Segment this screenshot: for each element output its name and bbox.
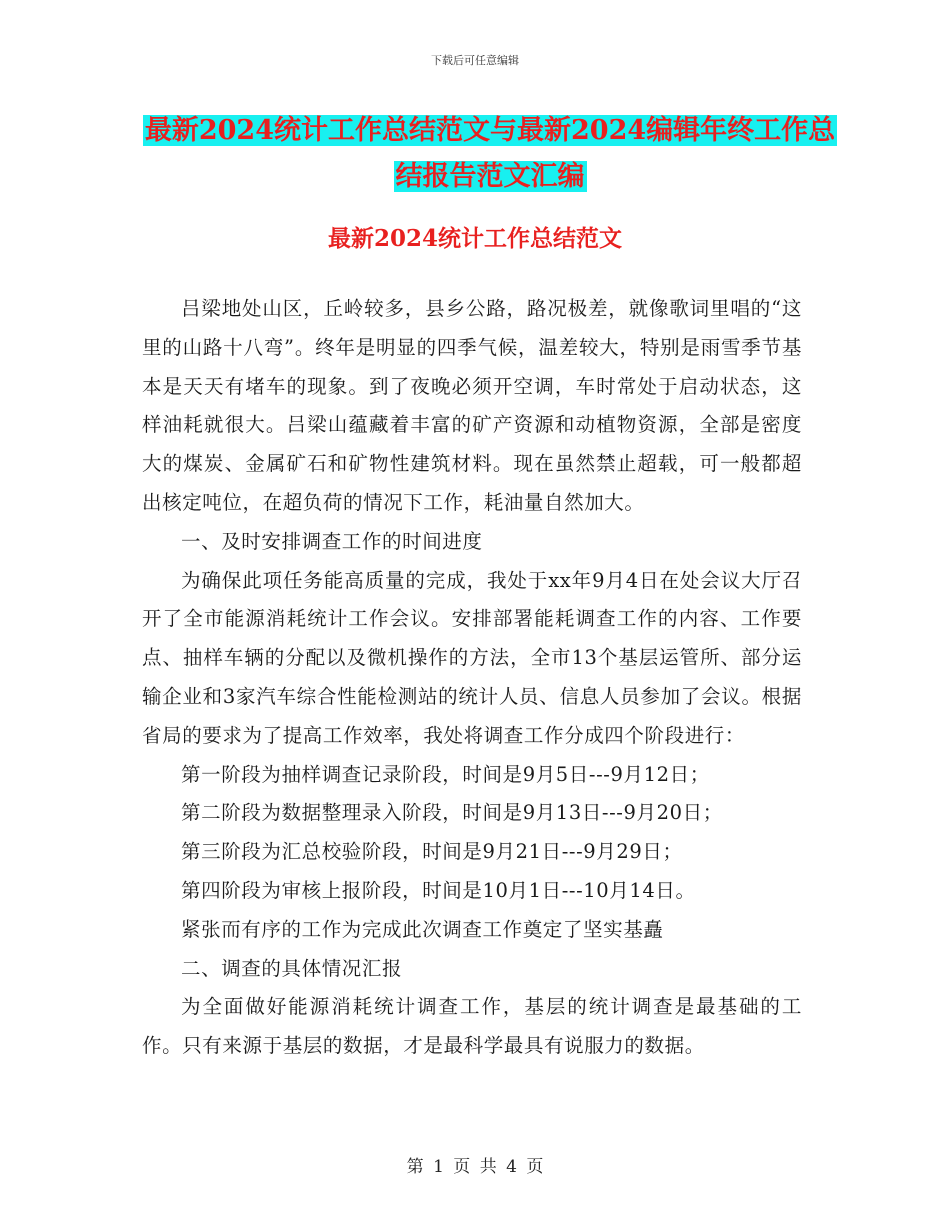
header-note: 下载后可任意编辑 — [431, 54, 519, 67]
heading-2: 二、调查的具体情况汇报 — [181, 956, 403, 980]
stage-3: 第三阶段为汇总校验阶段，时间是9月21日---9月29日； — [181, 840, 683, 864]
stage-4: 第四阶段为审核上报阶段，时间是10月1日---10月14日。 — [181, 878, 696, 902]
heading-1: 一、及时安排调查工作的时间进度 — [181, 529, 483, 553]
page-footer: 第 1 页 共 4 页 — [406, 1157, 544, 1177]
document-title-text: 最新2024统计工作总结范文与最新2024编辑年终工作总结报告范文汇编 — [144, 115, 836, 192]
stage-2: 第二阶段为数据整理录入阶段，时间是9月13日---9月20日； — [181, 801, 723, 825]
document-body — [142, 290, 802, 1066]
paragraph: 为确保此项任务能高质量的完成，我处于xx年9月4日在处会议大厅召开了全市能源消耗统计工作会议。安排部署能耗调查工作的内容、工作要点、抽样车辆的分配以及微机操作的方法，全市13个基层运管所、部分运输企业和3家汽车综合性能检测站的统计人员、信息人员参加了会议。根据省局的要求为了提高工作效率，我处将调查工作分成四个阶段进行： — [142, 568, 802, 747]
paragraph: 吕梁地处山区，丘岭较多，县乡公路，路况极差，就像歌词里唱的“这里的山路十八弯”。终年是明显的四季气候，温差较大，特别是雨雪季节基本是天天有堵车的现象。到了夜晚必须开空调，车时常处于启动状态，这样油耗就很大。吕梁山蕴藏着丰富的矿产资源和动植物资源，全部是密度大的煤炭、金属矿石和矿物性建筑材料。现在虽然禁止超载，可一般都超出核定吨位，在超负荷的情况下工作，耗油量自然加大。 — [142, 297, 802, 514]
section-title: 最新2024统计工作总结范文 — [327, 225, 622, 252]
stage-1: 第一阶段为抽样调查记录阶段，时间是9月5日---9月12日； — [181, 762, 710, 786]
document-title — [140, 108, 840, 200]
paragraph: 为全面做好能源消耗统计调查工作，基层的统计调查是最基础的工作。只有来源于基层的数据，才是最科学最具有说服力的数据。 — [142, 995, 802, 1058]
paragraph: 紧张而有序的工作为完成此次调查工作奠定了坚实基矗 — [181, 917, 664, 941]
